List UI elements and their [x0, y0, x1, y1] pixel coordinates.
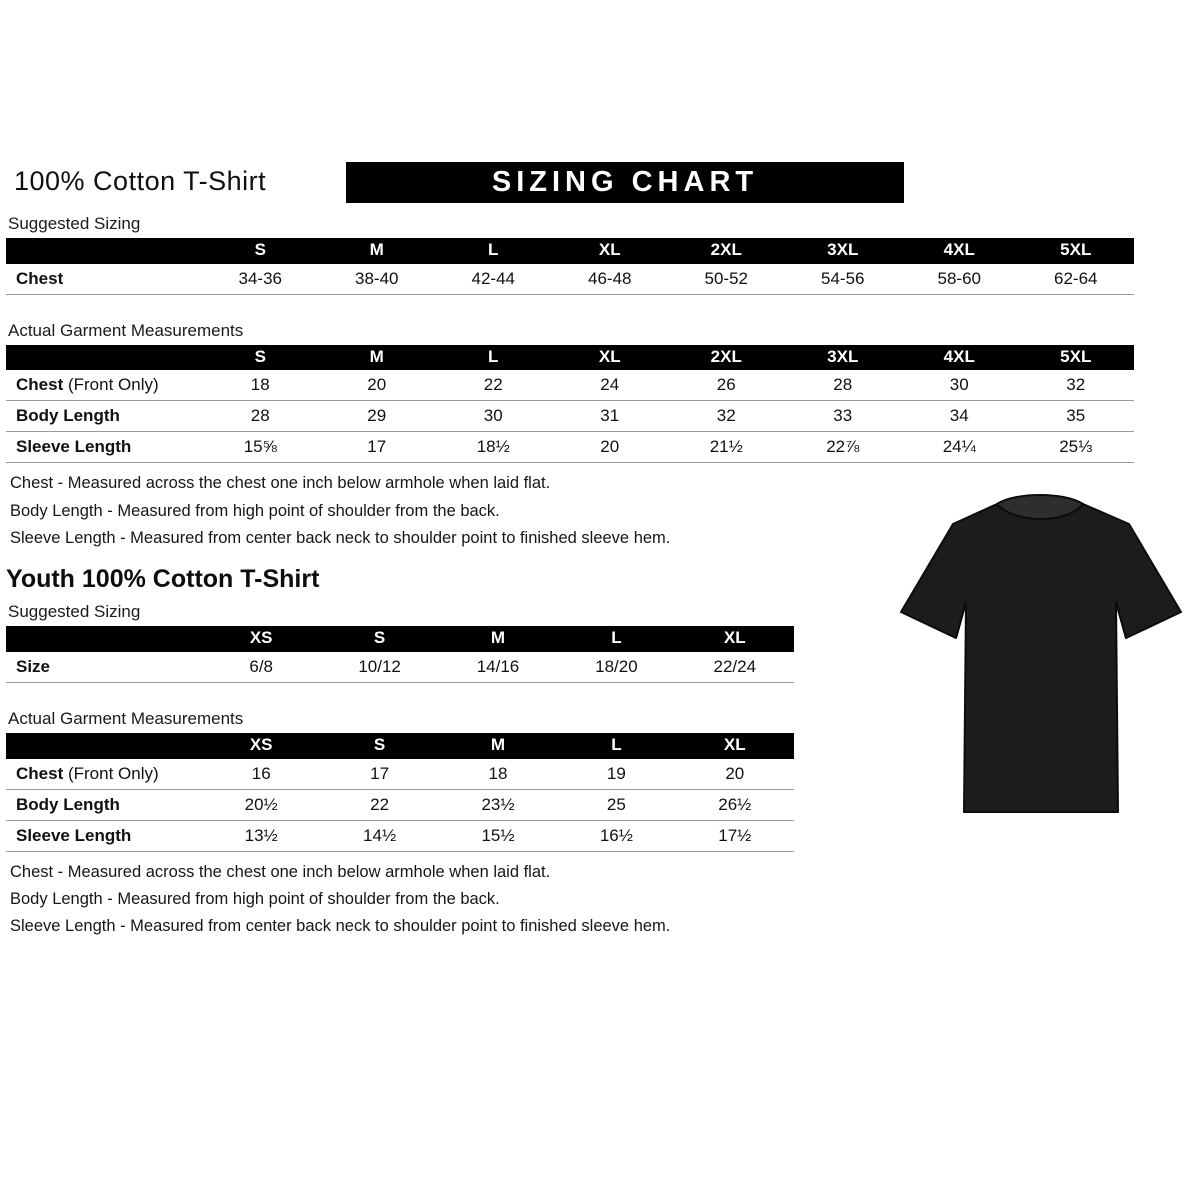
row-label-body-length [6, 790, 202, 821]
table-cell: 42-44 [435, 264, 552, 295]
table-cell: 18½ [435, 432, 552, 463]
note-chest: Chest - Measured across the chest one inch below armhole when laid flat. [10, 474, 551, 493]
table-cell: 32 [1018, 370, 1135, 401]
table-header-cell: 4XL [901, 238, 1018, 264]
table-cell: 38-40 [319, 264, 436, 295]
table-cell: 19 [557, 759, 675, 790]
row-label-body-length [6, 401, 202, 432]
adult-suggested-sizing-table [6, 238, 1134, 295]
table-header-cell: XS [202, 733, 320, 759]
table-cell: 24¼ [901, 432, 1018, 463]
table-cell: 21½ [668, 432, 785, 463]
table-cell: 35 [1018, 401, 1135, 432]
table-cell: 22 [320, 790, 438, 821]
table-cell: 30 [435, 401, 552, 432]
table-cell: 18 [202, 370, 319, 401]
table-header-cell: XL [552, 345, 669, 371]
table-cell: 31 [552, 401, 669, 432]
table-header-cell: XS [202, 626, 320, 652]
table-cell: 34-36 [202, 264, 319, 295]
table-cell: 16½ [557, 821, 675, 852]
table-cell: 20½ [202, 790, 320, 821]
row-label-sleeve-length [6, 432, 202, 463]
table-cell: 32 [668, 401, 785, 432]
table-cell: 20 [552, 432, 669, 463]
table-cell: 34 [901, 401, 1018, 432]
note-sleeve-length: Sleeve Length - Measured from center back neck to shoulder point to finished sleeve hem. [10, 529, 671, 547]
note-sleeve-length: Sleeve Length - Measured from center back neck to shoulder point to finished sleeve hem. [10, 917, 671, 936]
table-header-cell [6, 733, 202, 759]
table-cell: 14½ [320, 821, 438, 852]
black-tshirt-image [893, 478, 1189, 834]
youth-actual-measurements-table [6, 733, 794, 852]
table-header-cell [6, 626, 202, 652]
table-header-cell: 5XL [1018, 238, 1135, 264]
table-cell: 20 [676, 759, 794, 790]
table-header-cell: M [439, 733, 557, 759]
table-cell: 25 [557, 790, 675, 821]
adult-actual-measurements-label: Actual Garment Measurements [8, 320, 244, 340]
table-cell: 33 [785, 401, 902, 432]
youth-suggested-sizing-table [6, 626, 794, 683]
table-cell: 25⅓ [1018, 432, 1135, 463]
row-label-text: Chest [16, 268, 64, 288]
table-header-cell: M [319, 345, 436, 371]
table-cell: 10/12 [320, 652, 438, 683]
row-label-suffix: (Front Only) [63, 375, 159, 395]
note-body-length: Body Length - Measured from high point of shoulder from the back. [10, 890, 500, 908]
table-header-cell: L [435, 238, 552, 264]
sizing-chart-banner: SIZING CHART [346, 162, 904, 203]
row-label-chest-front-only [6, 370, 202, 401]
table-cell: 62-64 [1018, 264, 1135, 295]
table-cell: 30 [901, 370, 1018, 401]
row-label-chest-front-only [6, 759, 202, 790]
table-cell: 28 [785, 370, 902, 401]
row-label-text: Chest [16, 375, 64, 395]
table-cell: 15⅝ [202, 432, 319, 463]
table-header-cell [6, 345, 202, 371]
tshirt-icon [893, 478, 1189, 834]
table-cell: 50-52 [668, 264, 785, 295]
table-cell: 24 [552, 370, 669, 401]
table-cell: 22⅞ [785, 432, 902, 463]
table-cell: 17 [319, 432, 436, 463]
table-cell: 54-56 [785, 264, 902, 295]
table-header-cell: 2XL [668, 345, 785, 371]
table-cell: 58-60 [901, 264, 1018, 295]
table-header-cell: 3XL [785, 238, 902, 264]
row-label-text: Size [16, 657, 51, 676]
table-cell: 26½ [676, 790, 794, 821]
row-label-chest [6, 264, 202, 295]
youth-actual-measurements-label: Actual Garment Measurements [8, 709, 244, 728]
row-label-size [6, 652, 202, 683]
note-body-length: Body Length - Measured from high point of shoulder from the back. [10, 501, 500, 520]
youth-measurement-notes [6, 864, 1200, 936]
table-header-cell: S [202, 238, 319, 264]
table-header-cell: 3XL [785, 345, 902, 371]
table-header-cell: M [439, 626, 557, 652]
adult-suggested-sizing-label: Suggested Sizing [8, 214, 141, 233]
row-label-sleeve-length [6, 821, 202, 852]
row-label-suffix: (Front Only) [63, 763, 159, 783]
table-header-cell: L [557, 626, 675, 652]
table-header-cell: L [435, 345, 552, 371]
table-header-cell: 2XL [668, 238, 785, 264]
table-cell: 29 [319, 401, 436, 432]
table-cell: 22/24 [676, 652, 794, 683]
row-label-text: Sleeve Length [16, 825, 132, 845]
table-header-cell [6, 238, 202, 264]
table-header-cell: XL [676, 626, 794, 652]
youth-section-title: Youth 100% Cotton T-Shirt [6, 565, 320, 594]
table-header-cell: S [320, 626, 438, 652]
table-cell: 15½ [439, 821, 557, 852]
table-cell: 20 [319, 370, 436, 401]
row-label-text: Chest [16, 763, 64, 783]
note-chest: Chest - Measured across the chest one inch below armhole when laid flat. [10, 862, 551, 881]
table-cell: 16 [202, 759, 320, 790]
adult-actual-measurements-table [6, 345, 1134, 464]
table-cell: 13½ [202, 821, 320, 852]
table-cell: 17 [320, 759, 438, 790]
row-label-text: Sleeve Length [16, 437, 132, 457]
table-header-cell: 5XL [1018, 345, 1135, 371]
table-header-cell: S [202, 345, 319, 371]
table-header-cell: XL [552, 238, 669, 264]
table-cell: 6/8 [202, 652, 320, 683]
row-label-text: Body Length [16, 406, 120, 426]
table-cell: 23½ [439, 790, 557, 821]
table-cell: 26 [668, 370, 785, 401]
table-header-cell: S [320, 733, 438, 759]
table-cell: 46-48 [552, 264, 669, 295]
table-header-cell: XL [676, 733, 794, 759]
table-cell: 22 [435, 370, 552, 401]
table-header-cell: 4XL [901, 345, 1018, 371]
table-cell: 14/16 [439, 652, 557, 683]
table-cell: 17½ [676, 821, 794, 852]
adult-section-title: 100% Cotton T-Shirt [14, 166, 267, 196]
youth-suggested-sizing-label: Suggested Sizing [8, 602, 141, 622]
page-header [6, 162, 1200, 206]
table-header-cell: M [319, 238, 436, 264]
table-cell: 28 [202, 401, 319, 432]
table-cell: 18/20 [557, 652, 675, 683]
row-label-text: Body Length [16, 794, 120, 814]
table-header-cell: L [557, 733, 675, 759]
table-cell: 18 [439, 759, 557, 790]
